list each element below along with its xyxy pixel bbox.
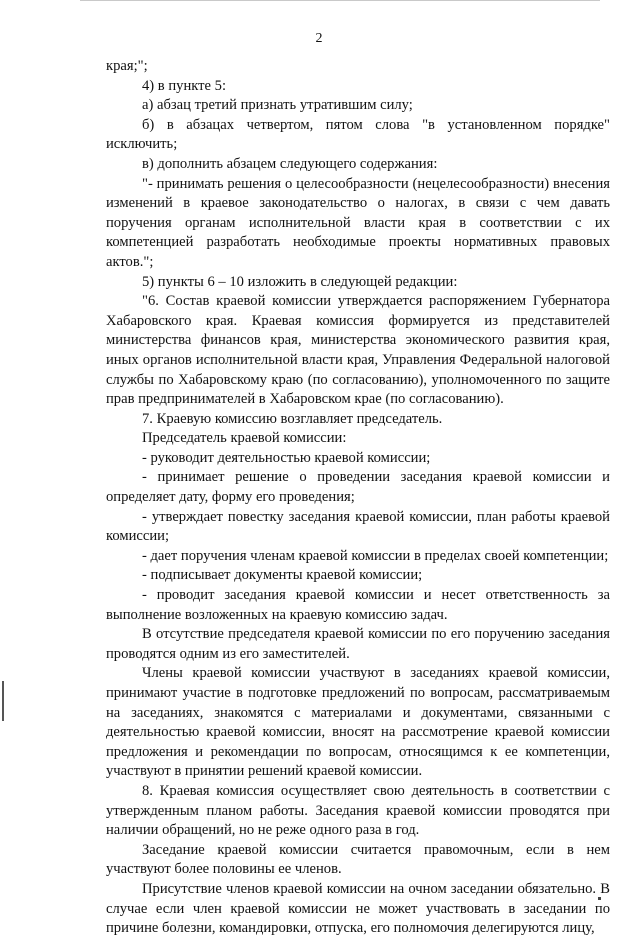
- paragraph-15: - подписывает документы краевой комиссии;: [142, 567, 423, 584]
- paragraph-7: 5) пункты 6 – 10 изложить в следующей редакции:: [142, 273, 458, 290]
- paragraph-6: "- принимать решения о целесообразности (нецелесообразности) внесения изменений в краевое законодательство о налогах, в связи с чем давать поручения органам исполнительной власти края в соответствии с их компетенцией разработать необходимые проекты нормативных правовых актов.";: [106, 175, 610, 270]
- document-body: [106, 57, 610, 939]
- paragraph-8: "6. Состав краевой комиссии утверждается распоряжением Губернатора Хабаровского края. Краевая комиссия формируется из представителей министерства финансов края, министерства экономического развития края, иных органов исполнительной власти края, Управления Федеральной налоговой службы по Хабаровскому краю (по согласованию), уполномоченного по защите прав предпринимателей в Хабаровском крае (по согласованию).: [106, 293, 610, 408]
- page-number: 2: [315, 31, 323, 46]
- paragraph-17: В отсутствие председателя краевой комиссии по его поручению заседания проводятся одним из его заместителей.: [106, 626, 610, 662]
- paragraph-11: - руководит деятельностью краевой комиссии;: [142, 449, 431, 466]
- paragraph-10: Председатель краевой комиссии:: [142, 430, 347, 447]
- paragraph-20: Заседание краевой комиссии считается правомочным, если в нем участвуют более половины ее членов.: [106, 841, 610, 878]
- paragraph-4: б) в абзацах четвертом, пятом слова "в установленном порядке" исключить;: [106, 116, 610, 153]
- scan-margin-mark: [2, 681, 4, 721]
- paragraph-5: в) дополнить абзацем следующего содержания:: [142, 155, 438, 172]
- paragraph-1: края;";: [106, 58, 148, 74]
- paragraph-21: Присутствие членов краевой комиссии на очном заседании обязательно. В случае если член краевой комиссии не может участвовать в заседании по причине болезни, командировки, отпуска, его полномочия делегируются лицу,: [106, 880, 610, 937]
- paragraph-9: 7. Краевую комиссию возглавляет председатель.: [142, 410, 443, 427]
- paragraph-19: 8. Краевая комиссия осуществляет свою деятельность в соответствии с утвержденным планом работы. Заседания краевой комиссии проводятся при наличии обращений, но не реже одного раза в год.: [106, 782, 610, 839]
- paragraph-18: Члены краевой комиссии участвуют в заседаниях краевой комиссии, принимают участие в подготовке предложений по вопросам, рассматриваемым на заседаниях, знакомятся с материалами и документами, связанными с деятельностью краевой комиссии, вносят на рассмотрение краевой комиссии предложения и рекомендации по вопросам, относящимся к ее компетенции, участвуют в принятии решений краевой комиссии.: [106, 665, 610, 780]
- paragraph-16: - проводит заседания краевой комиссии и несет ответственность за выполнение возложенных на краевую комиссию задач.: [106, 587, 610, 623]
- paragraph-14: - дает поручения членам краевой комиссии в пределах своей компетенции;: [142, 547, 609, 564]
- scan-top-edge: [80, 0, 600, 1]
- paragraph-2: 4) в пункте 5:: [142, 77, 227, 94]
- paragraph-12: - принимает решение о проведении заседания краевой комиссии и определяет дату, форму его проведения;: [106, 469, 610, 506]
- paragraph-13: - утверждает повестку заседания краевой комиссии, план работы краевой комиссии;: [106, 508, 610, 545]
- paragraph-3: а) абзац третий признать утратившим силу;: [142, 97, 413, 114]
